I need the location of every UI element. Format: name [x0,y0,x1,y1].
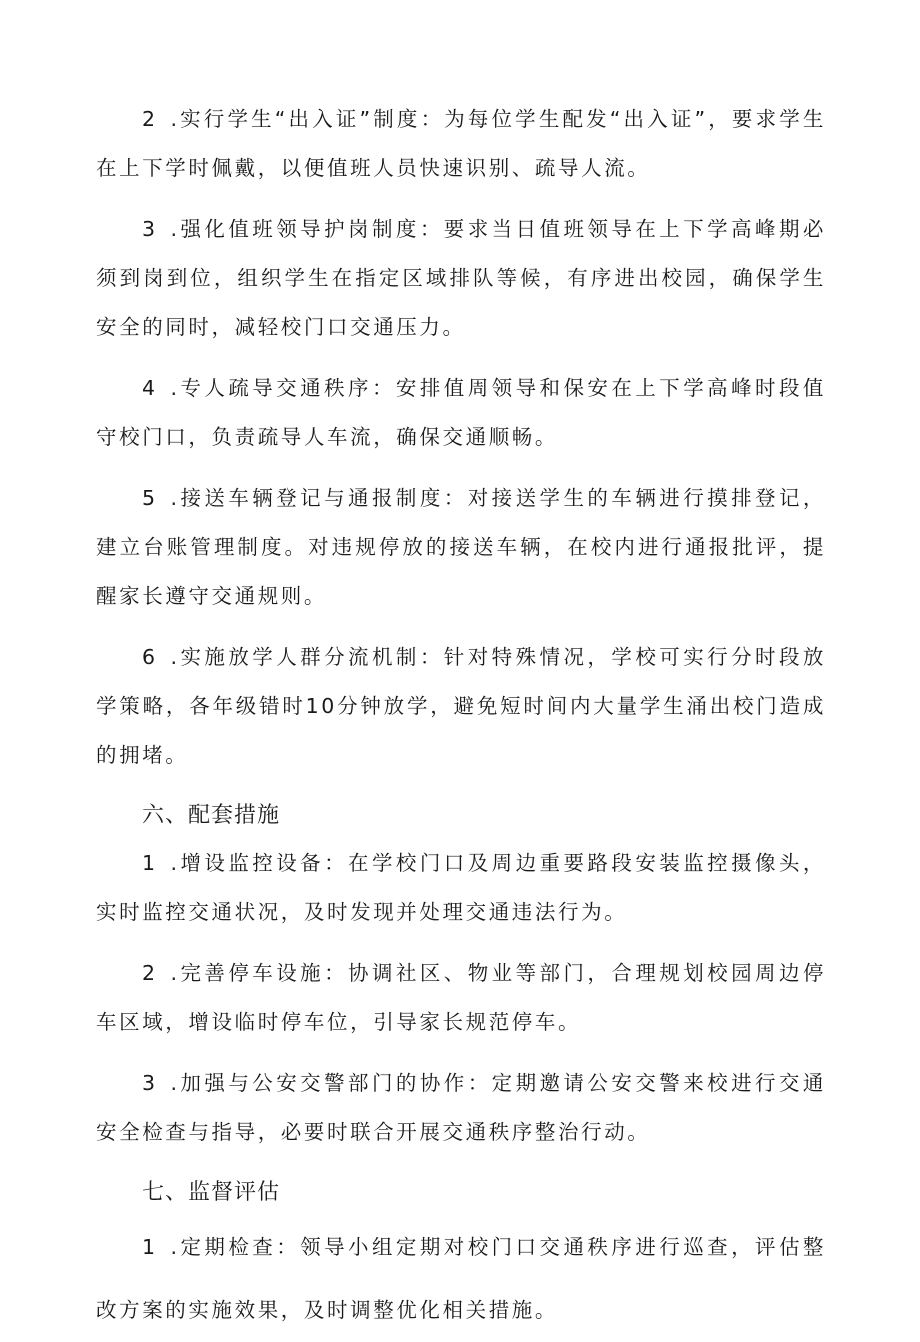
paragraph-item-3: 3 .强化值班领导护岗制度：要求当日值班领导在上下学高峰期必须到岗到位，组织学生在指定区域排队等候，有序进出校园，确保学生安全的同时，减轻校门口交通压力。 [96,217,826,339]
section-heading-6: 六、配套措施 [142,803,281,828]
section-6-item-3: 3 .加强与公安交警部门的协作：定期邀请公安交警来校进行交通安全检查与指导，必要时联合开展交通秩序整治行动。 [96,1071,826,1144]
section-7-item-1: 1 .定期检查：领导小组定期对校门口交通秩序进行巡查，评估整改方案的实施效果，及时调整优化相关措施。 [96,1235,826,1322]
section-heading-7: 七、监督评估 [142,1180,281,1205]
paragraph-item-2: 2 .实行学生“出入证”制度：为每位学生配发“出入证”，要求学生在上下学时佩戴，以便值班人员快速识别、疏导人流。 [96,107,826,180]
paragraph-item-5: 5 .接送车辆登记与通报制度：对接送学生的车辆进行摸排登记，建立台账管理制度。对违规停放的接送车辆，在校内进行通报批评，提醒家长遵守交通规则。 [96,486,826,608]
section-6-item-2: 2 .完善停车设施：协调社区、物业等部门，合理规划校园周边停车区域，增设临时停车位，引导家长规范停车。 [96,961,826,1034]
section-6-item-1: 1 .增设监控设备：在学校门口及周边重要路段安装监控摄像头，实时监控交通状况，及时发现并处理交通违法行为。 [96,851,826,924]
paragraph-item-4: 4 .专人疏导交通秩序：安排值周领导和保安在上下学高峰时段值守校门口，负责疏导人车流，确保交通顺畅。 [96,376,826,449]
document-page [96,95,826,1342]
paragraph-item-6: 6 .实施放学人群分流机制：针对特殊情况，学校可实行分时段放学策略，各年级错时10分钟放学，避免短时间内大量学生涌出校门造成的拥堵。 [96,645,826,767]
